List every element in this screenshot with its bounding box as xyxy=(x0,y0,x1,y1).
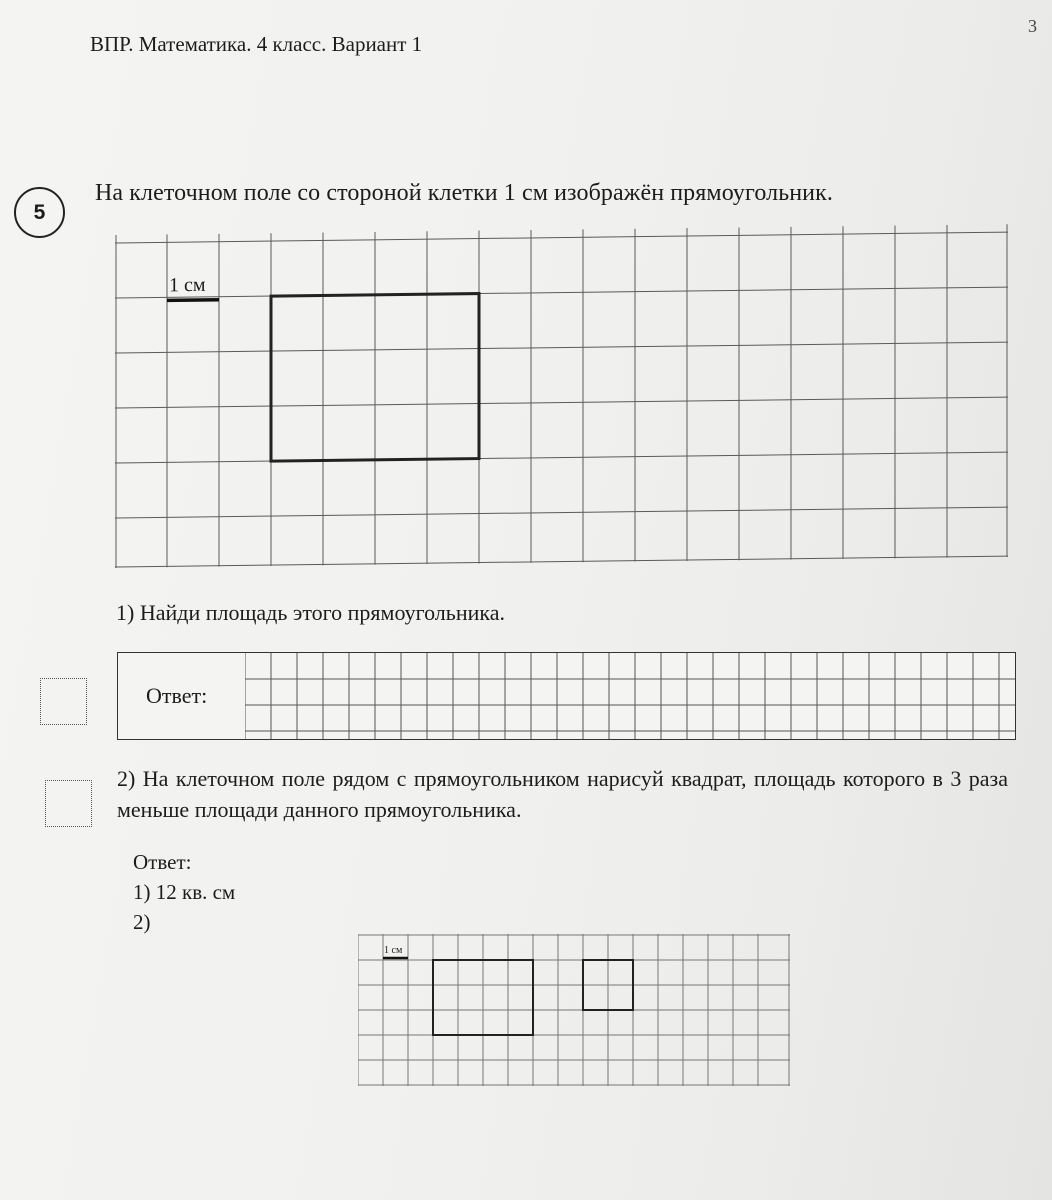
scale-label: 1 см xyxy=(169,273,206,297)
answer-box xyxy=(117,652,1016,740)
task-statement: На клеточном поле со стороной клетки 1 см изображён прямоугольник. xyxy=(95,180,833,206)
solution-answer-1: 1) 12 кв. см xyxy=(133,880,236,904)
solution-grid xyxy=(358,934,790,1086)
task-number: 5 xyxy=(33,200,46,224)
score-box-1 xyxy=(40,678,87,725)
scale-bar xyxy=(167,300,219,301)
solution-answer-2: 2) xyxy=(133,910,151,934)
page-header: ВПР. Математика. 4 класс. Вариант 1 xyxy=(90,32,423,56)
solution-grid-lines xyxy=(358,934,790,1086)
solution-label: Ответ: xyxy=(133,850,192,874)
task-number-badge xyxy=(14,187,65,238)
answer-label: Ответ: xyxy=(146,683,208,708)
question-2: 2) На клеточном поле рядом с прямоугольником нарисуй квадрат, площадь которого в 3 раза меньше площади данного прямоугольника. xyxy=(117,766,1008,822)
page-number: 3 xyxy=(1028,16,1037,36)
solution-scale-label: 1 см xyxy=(384,945,403,956)
grid-lines xyxy=(115,224,1008,568)
answer-cells[interactable] xyxy=(245,653,1015,739)
score-box-2 xyxy=(45,780,92,827)
question-1: 1) Найди площадь этого прямоугольника. xyxy=(116,600,505,625)
grid-field xyxy=(115,224,1008,568)
